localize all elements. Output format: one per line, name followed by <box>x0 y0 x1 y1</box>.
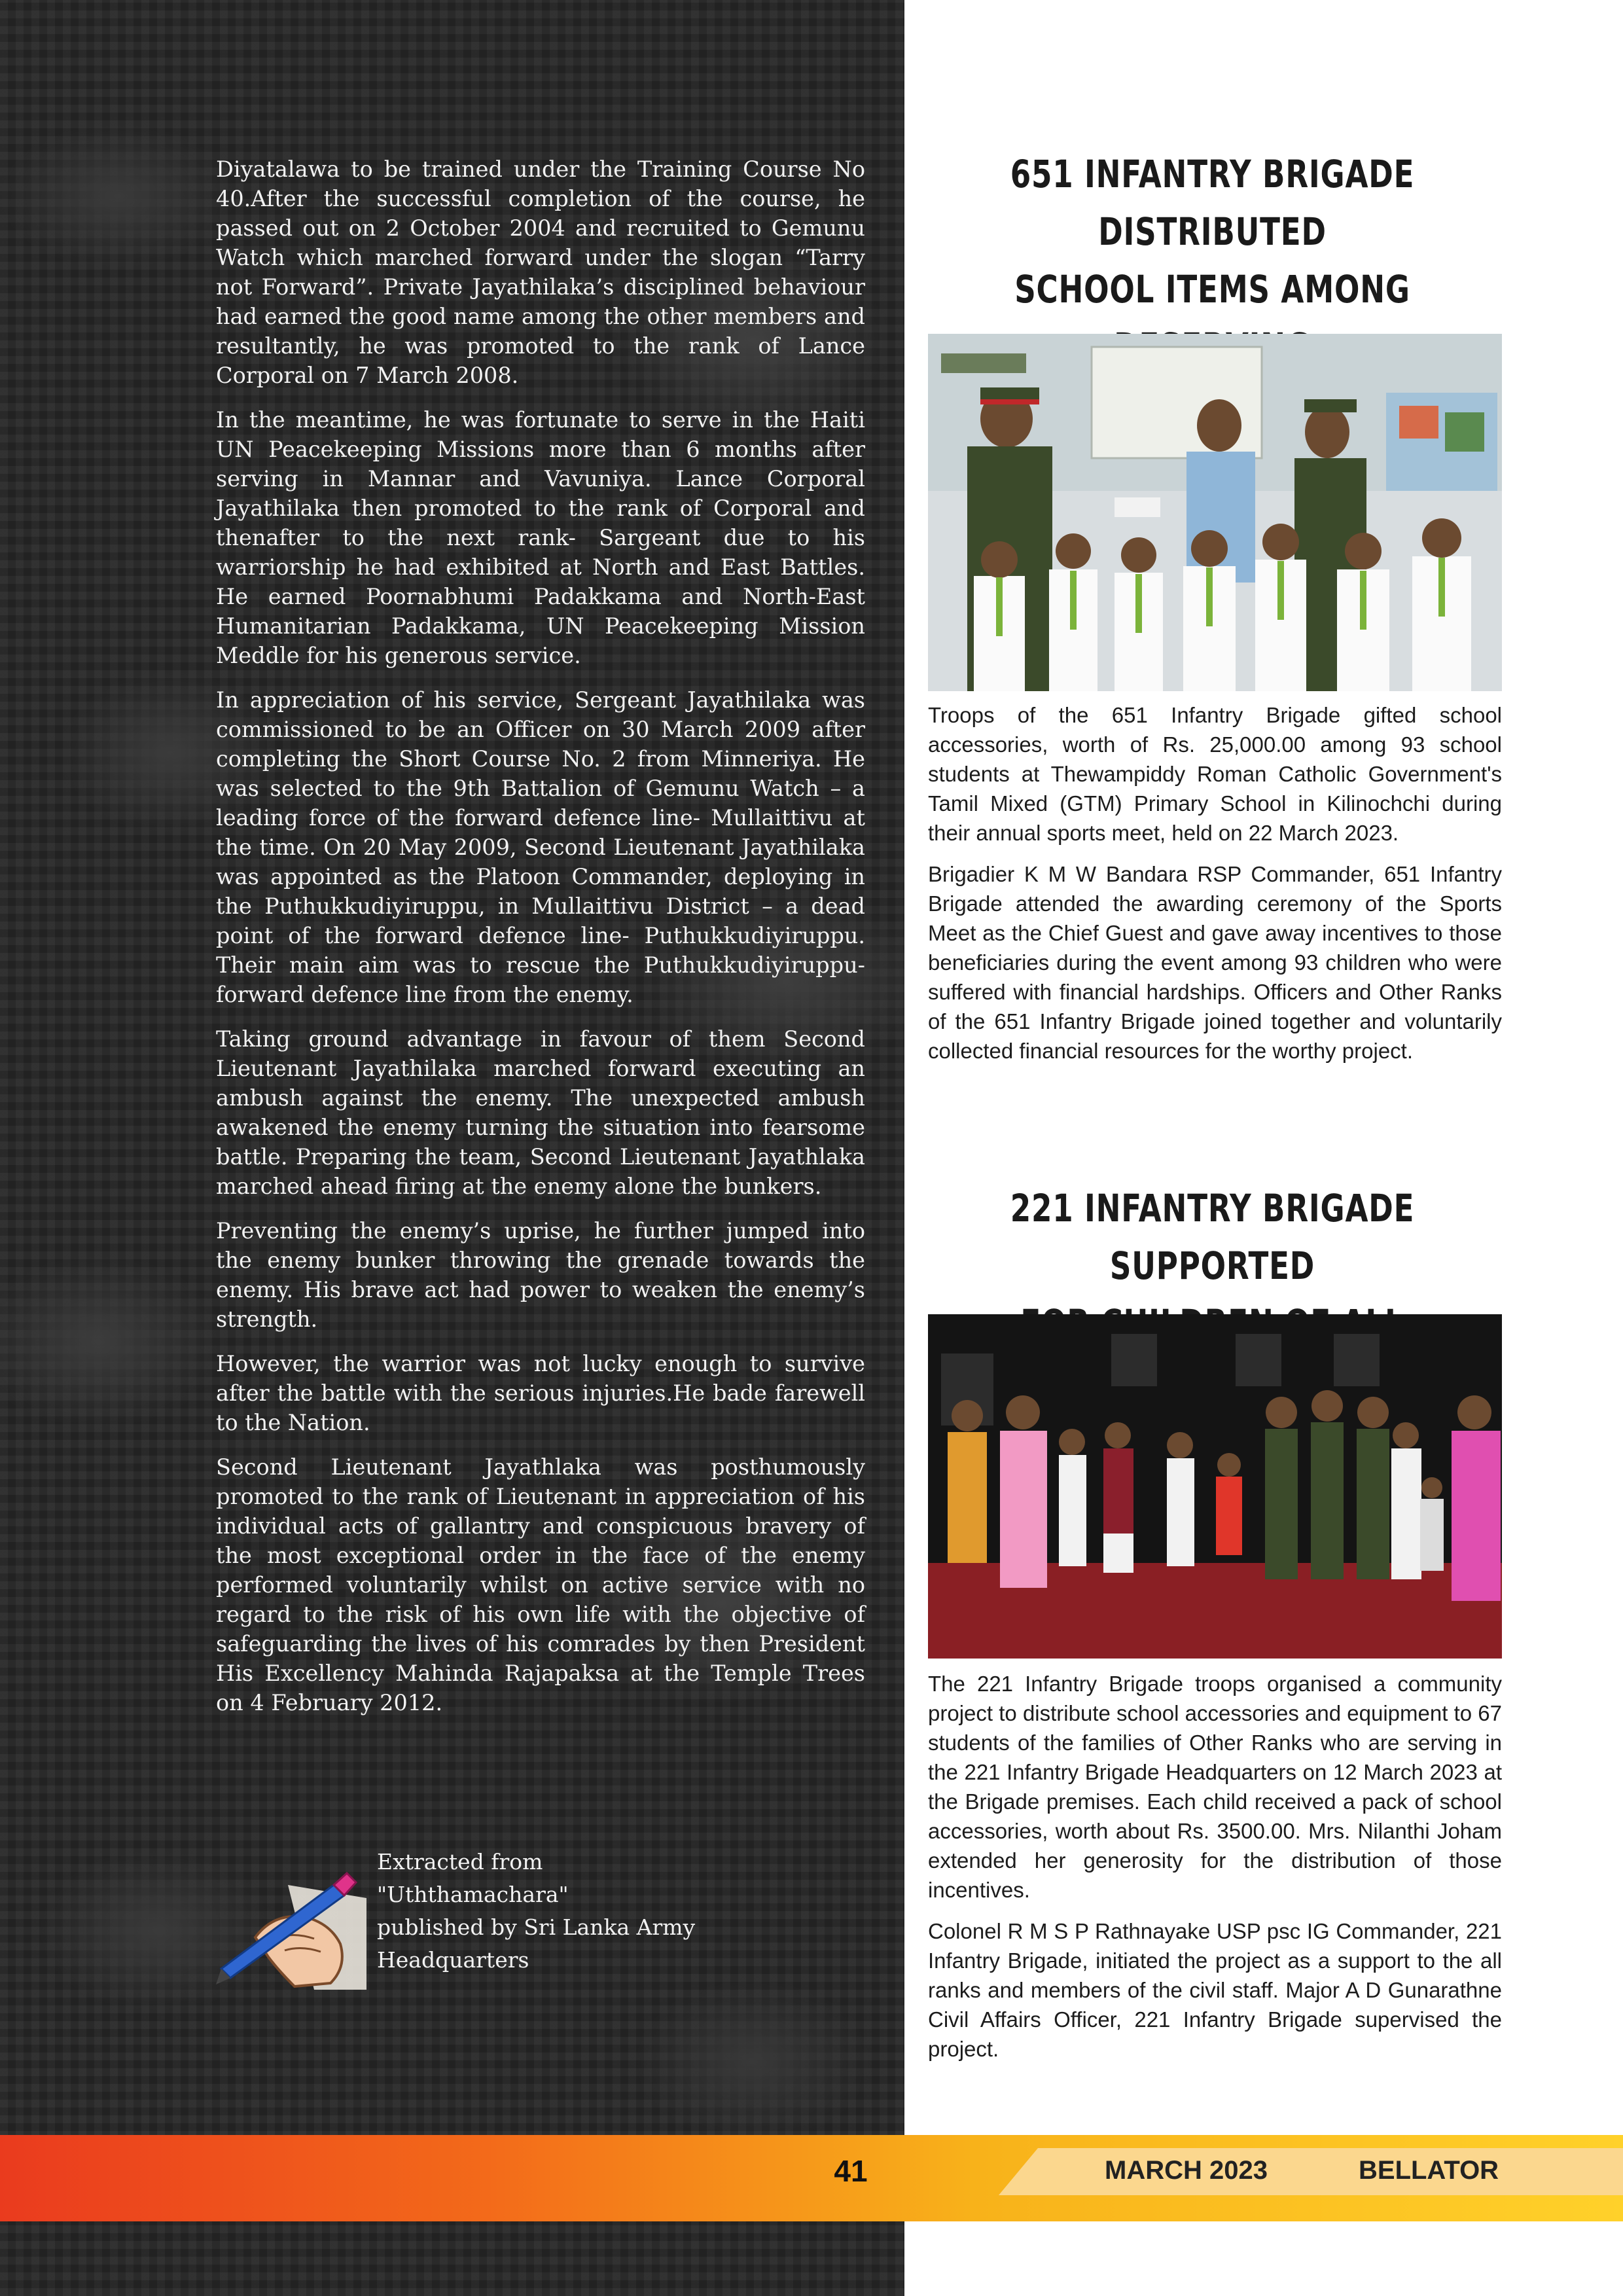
article-paragraph: However, the warrior was not lucky enough to survive after the battle with the serious injuries.He bade farewell to the Nation. <box>216 1351 865 1435</box>
caption-paragraph: Colonel R M S P Rathnayake USP psc IG Commander, 221 Infantry Brigade, initiated the project as a support to the all ranks and members of the civil staff. Major A D Gunarathne Civil Affairs Officer, 221 Infantry Brigade supervised the project. <box>928 1919 1502 2061</box>
article-paragraph: In appreciation of his service, Sergeant Jayathilaka was commissioned to be an Officer on 30 March 2009 after completing the Short Course No. 2 from Minneriya. He was selected to the 9th Battalion of Gemunu Watch – a leading force of the forward defence line- Mullaittivu at the time. On 20 May 2009, Second Lieutenant Jayathilaka was appointed as the Platoon Commander, deploying in the Puthukkudiyiruppu, in Mullaittivu District – a dead point of the forward defence line- Puthukkudiyiruppu. Their main aim was to rescue the Puthukkudiyiruppu- forward defence line from the enemy. <box>216 687 865 1007</box>
caption-paragraph: The 221 Infantry Brigade troops organised a community project to distribute school accessories and equipment to 67 students of the families of Other Ranks who are serving in the 221 Infantry Brigade Headquarters on 12 March 2023 at the Brigade premises. Each child received a pack of school accessories, worth about Rs. 3500.00. Mrs. Nilanthi Joham extended her generosity for the distribution of those incentives. <box>928 1672 1502 1902</box>
story1-photo <box>928 334 1502 691</box>
headline-line: 651 INFANTRY BRIGADE DISTRIBUTED <box>1010 152 1415 254</box>
credit-line: published by Sri Lanka Army <box>377 1914 696 1940</box>
issue-date: MARCH 2023 <box>1105 2156 1268 2185</box>
caption-paragraph: Brigadier K M W Bandara RSP Commander, 651 Infantry Brigade attended the awarding ceremony of the Sports Meet as the Chief Guest and gave away incentives to those beneficiaries during the event among 93 children who were suffered with financial hardships. Officers and Other Ranks of the 651 Infantry Brigade joined together and voluntarily collected financial resources for the worthy project. <box>928 862 1502 1063</box>
story2-photo <box>928 1314 1502 1659</box>
article-paragraph: Preventing the enemy’s uprise, he further jumped into the enemy bunker throwing the grenade towards the enemy. His brave act had power to weaken the enemy’s strength. <box>216 1218 865 1332</box>
story2-caption <box>928 1669 1502 2075</box>
credit-line: Headquarters <box>377 1947 529 1973</box>
page-number: 41 <box>834 2154 868 2188</box>
caption-paragraph: Troops of the 651 Infantry Brigade gifted school accessories, worth of Rs. 25,000.00 among 93 school students at Thewampiddy Roman Catholic Government's Tamil Mixed (GTM) Primary School in Kilinochchi during their annual sports meet, held on 22 March 2023. <box>928 703 1502 845</box>
group-photo-illustration <box>928 1314 1502 1659</box>
ceremony-photo-illustration <box>928 334 1502 691</box>
pen-in-hand-icon <box>216 1859 366 1990</box>
credit-line: "Uththamachara" <box>377 1882 569 1907</box>
article-paragraph: Second Lieutenant Jayathlaka was posthumously promoted to the rank of Lieutenant in appreciation of his individual acts of gallantry and conspicuous bravery of the most exceptional order in the face of the enemy performed voluntarily whilst on active service with no regard to the risk of his own life with the objective of safeguarding the lives of his comrades by then President His Excellency Mahinda Rajapaksa at the Temple Trees on 4 February 2012. <box>216 1454 865 1715</box>
footer-tab <box>999 2148 1623 2195</box>
credit-line: Extracted from <box>377 1849 543 1874</box>
article-paragraph: In the meantime, he was fortunate to serve in the Haiti UN Peacekeeping Missions more than 6 months after serving in Mannar and Vavuniya. Lance Corporal Jayathilaka then promoted to the rank of Corporal and thenafter to the next rank- Sargeant due to his warriorship he had exhibited at North and East Battles. He earned Poornabhumi Padakkama and North-East Humanitarian Padakkama, UN Peacekeeping Mission Meddle for his generous service. <box>216 407 865 668</box>
article-paragraph: Taking ground advantage in favour of them Second Lieutenant Jayathilaka marched forward executing an ambush against the enemy. The unexpected ambush awakened the enemy turning the situation into fearsome battle. Preparing the team, Second Lieutenant Jayathlaka marched ahead firing at the enemy alone the bunkers. <box>216 1026 865 1199</box>
magazine-name: BELLATOR <box>1359 2156 1499 2185</box>
credit-text <box>377 1846 770 1977</box>
headline-line: 221 INFANTRY BRIGADE SUPPORTED <box>1010 1186 1415 1288</box>
headline-line: SCHOOL ITEMS AMONG <box>1014 267 1410 312</box>
left-article <box>216 154 865 1732</box>
story1-caption <box>928 700 1502 1077</box>
article-paragraph: Diyatalawa to be trained under the Training Course No 40.After the successful completion of the course, he passed out on 2 October 2004 and recruited to Gemunu Watch which marched forward under the slogan “Tarry not Forward”. Private Jayathilaka’s disciplined behaviour had earned the good name among the other members and resultantly, he was promoted to the rank of Lance Corporal on 7 March 2008. <box>216 156 865 388</box>
source-credit <box>216 1846 805 1990</box>
